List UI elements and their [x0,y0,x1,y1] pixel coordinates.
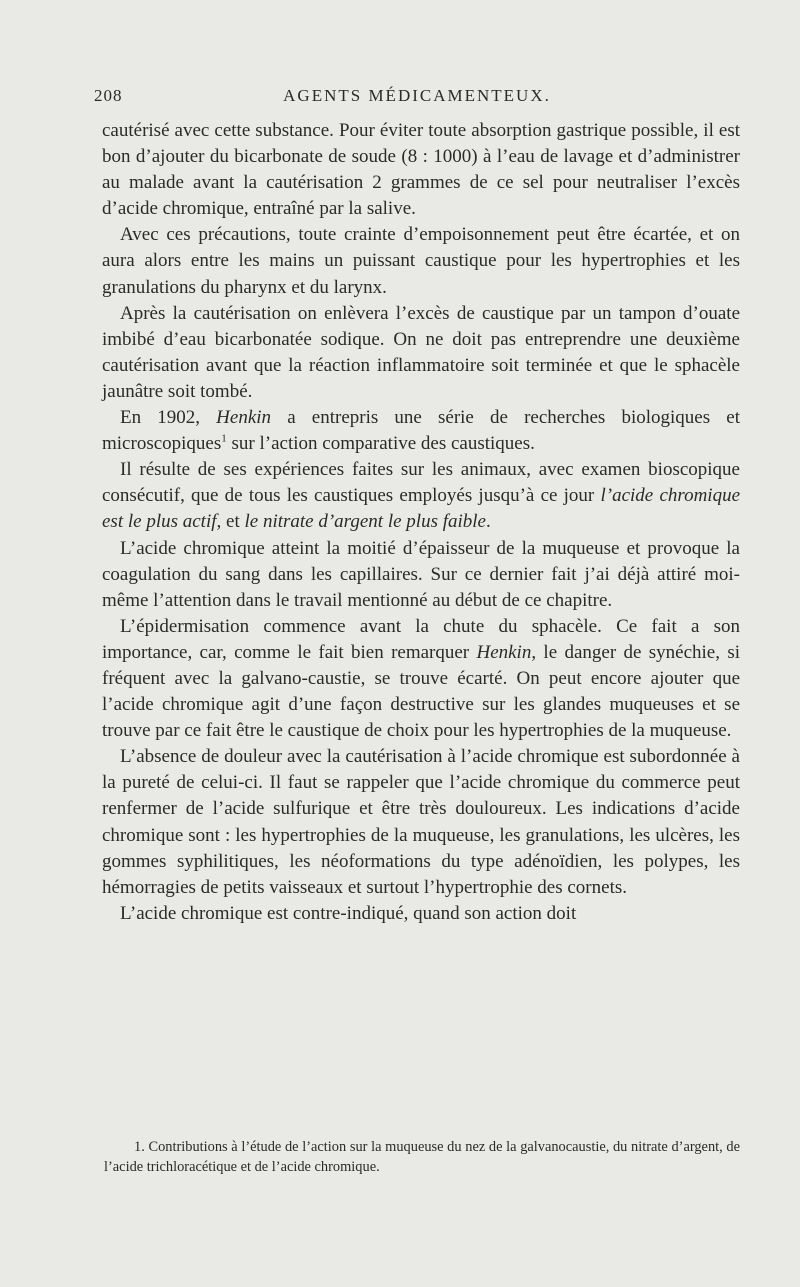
footnote-text [104,1137,740,1177]
paragraph-8: L’absence de douleur avec la cautérisation à l’acide chromique est subordonnée à la pureté de celui-ci. Il faut se rappeler que l’acide chromique du commerce peut renfermer de l’acide sulfurique et être très douloureux. Les indications d’acide chromique sont : les hypertrophies de la muqueuse, les granulations, les ulcères, les gommes syphilitiques, les néoformations du type adénoïdien, les polypes, les hémorragies de petits vaisseaux et surtout l’hypertrophie des cornets. [102,746,740,898]
footnote-number: 1. [134,1139,145,1155]
italic-phrase: le nitrate d’argent le plus faible [244,511,486,533]
footnote-body: Contributions à l’étude de l’action sur la muqueuse du nez de la galvanocaustie, du nitrate d’argent, de l’acide trichloracétique et de l’acide chromique. [104,1139,740,1175]
paragraph-9: L’acide chromique est contre-indiqué, quand son action doit [120,902,577,924]
paragraph-4 [102,405,740,457]
text-run: , le danger de synéchie, si fréquent avec la galvano-caustie, se trouve écarté. On peut encore ajouter que l’acide chromique agit d’une façon destructive sur les glandes muqueuses et se trouve par ce fait être le caustique de choix pour les hypertrophies de la muqueuse. [102,641,741,742]
footnote-ref: 1 [221,432,227,445]
author-name: Henkin [216,407,272,429]
text-run: Il résulte de ses expériences faites sur les animaux, avec examen bioscopique consécutif, que de tous les caustiques employés jusqu’à ce jour [102,459,740,507]
paragraph-2: Avec ces précautions, toute crainte d’empoisonnement peut être écartée, et on aura alors entre les mains un puissant caustique pour les hypertrophies et les granulations du pharynx et du larynx. [102,224,740,298]
paragraph-6: L’acide chromique atteint la moitié d’épaisseur de la muqueuse et provoque la coagulation du sang dans les capillaires. Sur ce dernier fait j’ai déjà attiré moi-même l’attention dans le travail mentionné au début de ce chapitre. [102,537,740,611]
text-run: L’épidermisation commence avant la chute du sphacèle. Ce fait a son importance, car, comme le fait bien remarquer [102,615,740,663]
page-number: 208 [94,86,123,105]
text-run: a entrepris une série de recherches biologiques et microscopiques [102,407,740,455]
text-run: . [486,511,491,533]
text-run: En 1902, [120,407,217,429]
text-run: sur l’action comparative des caustiques. [226,433,535,455]
paragraph-7 [102,614,740,744]
body-text [102,118,740,927]
paragraph-5 [102,457,740,535]
text-run: , et [216,511,245,533]
footnote [104,1137,740,1177]
author-name: Henkin [476,641,532,663]
running-title: AGENTS MÉDICAMENTEUX. [283,86,551,105]
italic-phrase: l’acide chromique est le plus actif [102,485,741,533]
paragraph-1: cautérisé avec cette substance. Pour éviter toute absorption gastrique possible, il est bon d’ajouter du bicarbonate de soude (8 : 1000) à l’eau de lavage et d’administrer au malade avant la cautérisation 2 grammes de ce sel pour neutraliser l’excès d’acide chromique, entraîné par la salive. [102,120,740,220]
paragraph-3: Après la cautérisation on enlèvera l’excès de caustique par un tampon d’ouate imbibé d’eau bicarbonatée sodique. On ne doit pas entreprendre une deuxième cautérisation avant que la réaction inflammatoire soit terminée et que le sphacèle jaunâtre soit tombé. [102,302,740,402]
